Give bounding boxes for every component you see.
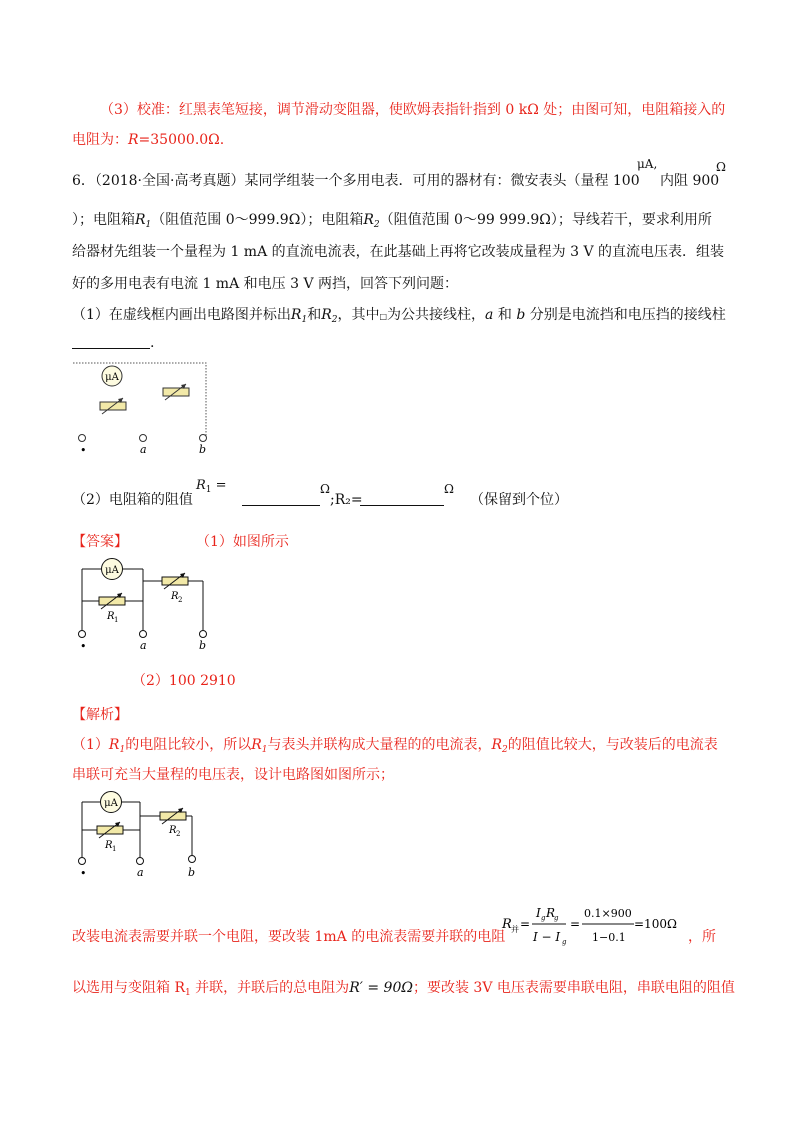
svg-text:μA: μA <box>104 798 118 809</box>
analysis-line-1: $(1)R_1$的电阻比较小，所以$R_1$与表头并联构成大量程的的电流表，$R_2$的阻值比较大，与改装后的电流表 <box>72 737 718 755</box>
svg-text:a: a <box>140 639 147 652</box>
question-line-4: 好的多用电表有电流 1 mA 和电压 3 V 两挡，回答下列问题： <box>72 276 459 292</box>
terminal-b <box>189 856 196 863</box>
terminal-a <box>137 858 144 865</box>
analysis-formula-tail: ，所 <box>688 929 716 945</box>
unit-microamp: μA, <box>637 157 658 171</box>
svg-text:=: = <box>520 917 531 931</box>
svg-text:1: 1 <box>112 845 117 853</box>
svg-text:并: 并 <box>511 925 519 934</box>
unit-ohm: Ω <box>716 160 726 174</box>
svg-text:b: b <box>188 866 196 879</box>
part-2-ohm-1: Ω <box>320 482 330 496</box>
svg-text:2: 2 <box>178 596 183 604</box>
question-line-2: ）；电阻箱$R_1$（阻值范围 0～999.9Ω）；电阻箱$R_2$（阻值范围 0～99 999.9Ω）；导线若干，要求利用所 <box>72 212 712 230</box>
terminal-common <box>79 435 86 442</box>
terminal-b <box>200 631 207 638</box>
svg-text:g: g <box>562 938 567 946</box>
question-line-1: 6．（2018·全国·高考真题）某同学组装一个多用电表．可用的器材有：微安表头（量程 100 <box>72 173 640 189</box>
svg-text:a: a <box>137 866 144 879</box>
calib-line-2: 电阻为：R=35000.0Ω. <box>72 132 225 148</box>
part-2-r1-label: $R_1$ = <box>196 478 227 495</box>
svg-text:R: R <box>546 906 556 920</box>
label-b: b <box>199 443 207 456</box>
svg-text:g: g <box>541 914 546 922</box>
analysis-last-line: 以选用与变阻箱 $R_1$ 并联，并联后的总电阻为R′ = 90Ω；要改装 3V 电压表需要串联电阻，串联电阻的阻值 <box>72 980 735 998</box>
meter-label: μA <box>105 372 119 383</box>
terminal-b <box>200 435 207 442</box>
svg-text:•: • <box>80 867 87 880</box>
question-circuit-diagram <box>70 358 220 458</box>
svg-text:1: 1 <box>114 616 119 624</box>
analysis-line-2: 串联可充当大量程的电压表，设计电路图如图所示； <box>72 767 394 783</box>
part-1-answer-blank: . <box>72 333 154 353</box>
answer-part-1: （1）如图所示 <box>196 534 289 550</box>
part-2-ohm-2: Ω <box>444 482 454 496</box>
svg-text:μA: μA <box>105 565 119 576</box>
svg-text:I − I: I − I <box>533 930 561 944</box>
answer-circuit-diagram <box>70 555 220 655</box>
label-a: a <box>140 443 147 456</box>
terminal-common <box>79 858 86 865</box>
dashed-frame <box>73 363 206 438</box>
part-2-r2-label: ;R₂= <box>330 492 363 508</box>
analysis-label: 【解析】 <box>72 707 128 723</box>
formula-rparallel <box>500 897 680 953</box>
svg-text:0.1×900: 0.1×900 <box>584 907 632 920</box>
analysis-formula-text: 改装电流表需要并联一个电阻，要改装 1mA 的电流表需要并联的电阻 <box>72 929 506 945</box>
part-2-note: （保留到个位） <box>470 492 568 508</box>
svg-text:b: b <box>199 639 207 652</box>
terminal-a <box>140 631 147 638</box>
analysis-circuit-diagram <box>70 788 220 888</box>
question-line-3: 给器材先组装一个量程为 1 mA 的直流电流表，在此基础上再将它改装成量程为 3 V 的直流电压表．组装 <box>72 244 725 260</box>
svg-text:R: R <box>502 917 512 932</box>
part-1-text: （1）在虚线框内画出电路图并标出$R_1$和$R_2$，其中□为公共接线柱，a 和 b 分别是电流挡和电压挡的接线柱 <box>72 307 726 325</box>
part-2-text: （2）电阻箱的阻值 <box>72 492 193 508</box>
svg-text:•: • <box>80 640 87 653</box>
svg-text:=: = <box>570 917 581 931</box>
label-r2: R <box>171 591 179 602</box>
part-2-blank-1[interactable] <box>242 505 320 506</box>
svg-text:2: 2 <box>176 830 181 838</box>
internal-resistance-text: 内阻 900 <box>660 173 720 189</box>
part-2-blank-2[interactable] <box>360 505 444 506</box>
terminal-a <box>140 435 147 442</box>
svg-text:g: g <box>554 914 559 922</box>
answer-part-2: （2）100 2910 <box>132 673 236 689</box>
svg-text:R: R <box>105 840 113 851</box>
answer-label: 【答案】 <box>72 534 128 550</box>
terminal-common <box>79 631 86 638</box>
label-r1: R <box>107 611 115 622</box>
terminal-dot: • <box>80 444 87 457</box>
svg-text:R: R <box>169 825 177 836</box>
calib-line-1: （3）校准：红黑表笔短接，调节滑动变阻器，使欧姆表指针指到 0 kΩ 处；由图可知，电阻箱接入的 <box>100 102 726 118</box>
svg-text:1−0.1: 1−0.1 <box>592 931 626 944</box>
svg-text:I: I <box>536 906 541 920</box>
svg-text:=100Ω: =100Ω <box>634 917 677 931</box>
